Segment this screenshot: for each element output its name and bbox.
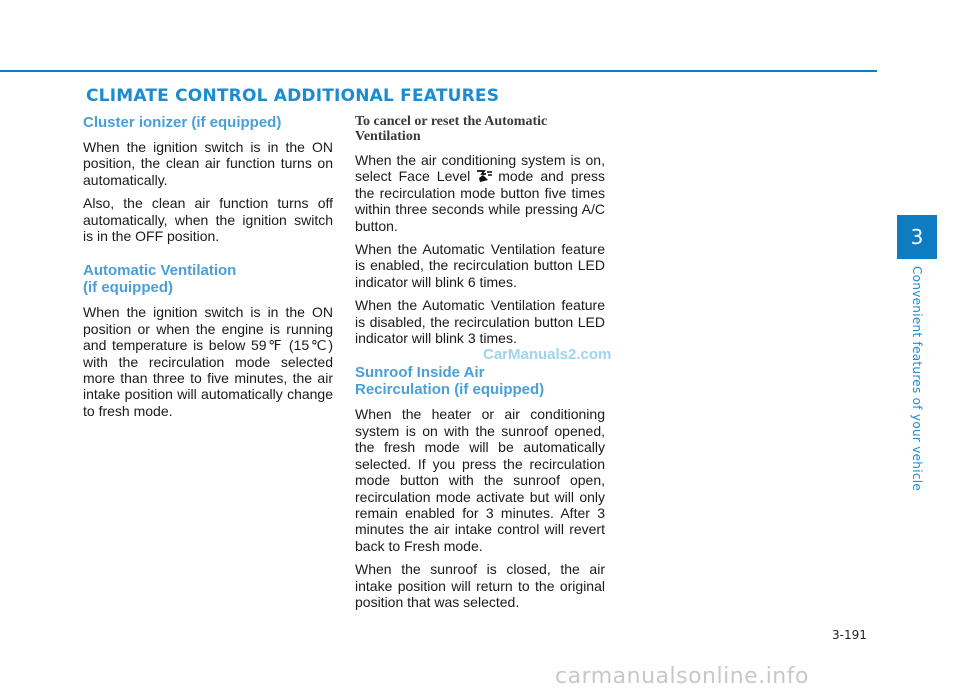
cancel-reset-paragraph-3: When the Automatic Ventilation feature is disabled, the recirculation button LED indicator will blink 3 times.	[355, 297, 605, 347]
page-number: 3-191	[832, 628, 867, 642]
sunroof-recirculation-paragraph-2: When the sunroof is closed, the air intake position will return to the original position that was selected.	[355, 561, 605, 610]
top-rule	[0, 70, 877, 72]
watermark-center: CarManuals2.com	[483, 346, 612, 363]
sunroof-recirculation-heading-line-1: Sunroof Inside Air	[355, 364, 485, 382]
automatic-ventilation-paragraph: When the ignition switch is in the ON position or when the engine is running and temperature is below 59℉ (15℃) with the recirculation mode selected more than three to five minutes, the air intake position will automatically change to fresh mode.	[83, 304, 333, 419]
automatic-ventilation-heading	[83, 262, 333, 296]
sunroof-recirculation-heading-line-2: Recirculation (if equipped)	[355, 381, 545, 399]
cancel-reset-heading: To cancel or reset the Automatic Ventilation	[355, 114, 548, 144]
sunroof-recirculation-paragraph-1: When the heater or air conditioning system is on with the sunroof opened, the fresh mode will be automatically selected. If you press the recirculation mode button with the sunroof open, recirculation mode activate but will only remain enabled for 3 minutes. After 3 minutes the air intake control will revert back to Fresh mode.	[355, 406, 605, 554]
automatic-ventilation-heading-line-1: Automatic Ventilation	[83, 262, 237, 280]
right-column	[355, 114, 605, 617]
chapter-number-tab: 3	[897, 215, 937, 259]
cluster-ionizer-paragraph-2: Also, the clean air function turns off automatically, when the ignition switch is in the OFF position.	[83, 195, 333, 245]
cancel-reset-paragraph-1-start: When the air conditioning system is on, select Face Level	[355, 152, 605, 185]
cancel-reset-paragraph-2: When the Automatic Ventilation feature is enabled, the recirculation button LED indicator will blink 6 times.	[355, 241, 605, 290]
chapter-title-vertical	[911, 266, 923, 496]
section-title: CLIMATE CONTROL ADDITIONAL FEATURES	[86, 86, 500, 106]
sunroof-recirculation-heading	[355, 364, 605, 398]
cancel-reset-paragraph-1-end: mode and press the recirculation mode button five times within three seconds while pressing A/C button.	[355, 168, 605, 234]
face-level-mode-icon	[474, 169, 494, 183]
left-column	[83, 114, 333, 426]
watermark-footer: carmanualsonline.info	[555, 664, 809, 689]
cancel-reset-paragraph-1	[355, 152, 605, 234]
chapter-title-text: Convenient features of your vehicle	[910, 266, 924, 492]
cluster-ionizer-paragraph-1: When the ignition switch is in the ON position, the clean air function turns on automatically.	[83, 139, 333, 188]
cluster-ionizer-heading: Cluster ionizer (if equipped)	[83, 114, 282, 131]
automatic-ventilation-heading-line-2: (if equipped)	[83, 279, 173, 297]
